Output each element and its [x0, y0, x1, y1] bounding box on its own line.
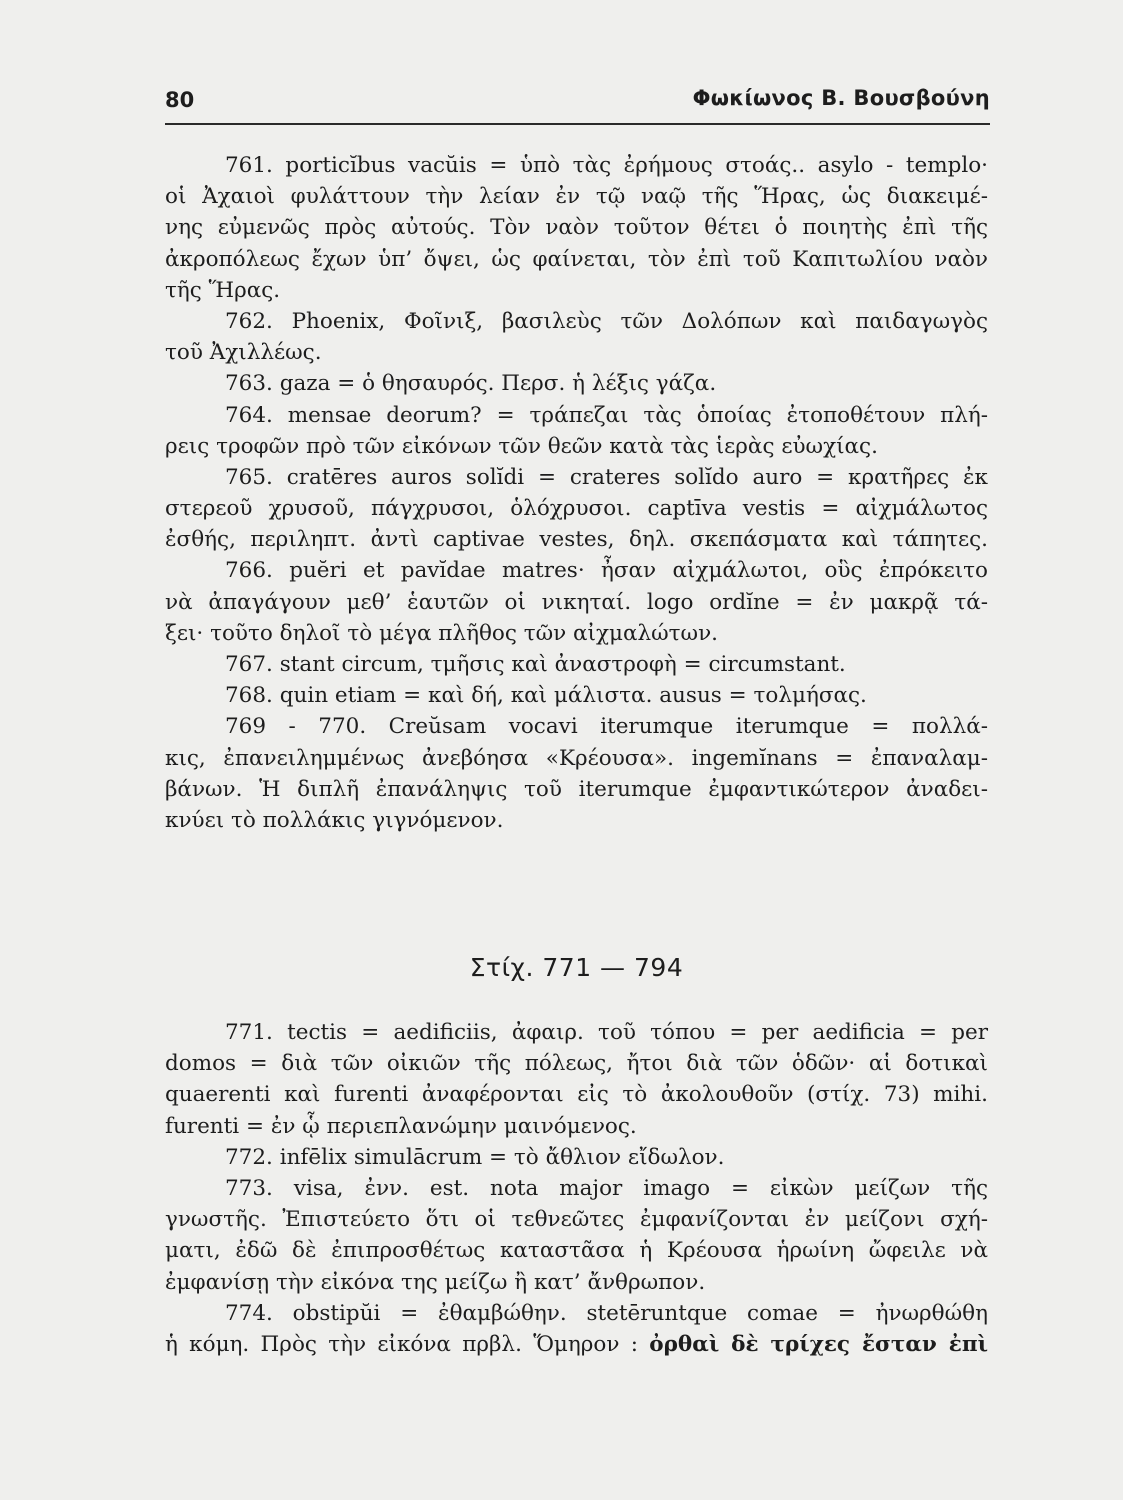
text-line: 766. puĕri et pavĭdae matres· ἦσαν αἰχμάλωτοι, οὓς ἐπρόκειτο [225, 558, 988, 584]
text-line: ἐσθής, περιληπτ. ἀντὶ captivae vestes, δηλ. σκεπάσματα καὶ τάπητες. [165, 527, 988, 553]
text-line: 769 - 770. Creŭsam vocavi iterumque iterumque = πολλά- [225, 714, 988, 740]
text-line: 764. mensae deorum? = τράπεζαι τὰς ὁποίας ἐτοποθέτουν πλή- [225, 402, 988, 428]
text-line: οἱ Ἀχαιοὶ φυλάττουν τὴν λείαν ἐν τῷ ναῷ τῆς Ἥρας, ὡς διακειμέ- [165, 184, 988, 210]
text-line: 773. visa, ἐνν. est. nota major imago = εἰκὼν μείζων τῆς [225, 1175, 988, 1201]
text-line: στερεοῦ χρυσοῦ, πάγχρυσοι, ὁλόχρυσοι. captīva vestis = αἰχμάλωτος [165, 496, 988, 522]
text-line: κνύει τὸ πολλάκις γιγνόμενον. [165, 807, 504, 833]
text-line: κις, ἐπανειλημμένως ἀνεβόησα «Κρέουσα». ingemĭnans = ἐπαναλαμ- [165, 745, 988, 771]
text-line: νης εὐμενῶς πρὸς αὐτούς. Τὸν ναὸν τοῦτον θέτει ὁ ποιητὴς ἐπὶ τῆς [165, 215, 988, 241]
text-line: νὰ ἀπαγάγουν μεθ’ ἑαυτῶν οἱ νικηταί. logo ordĭne = ἐν μακρᾷ τά- [165, 589, 988, 615]
commentary-section-2 [165, 1017, 988, 1360]
text-line: domos = διὰ τῶν οἰκιῶν τῆς πόλεως, ἤτοι διὰ τῶν ὁδῶν· αἱ δοτικαὶ [165, 1051, 988, 1077]
text-line: 771. tectis = aedificiis, ἀφαιρ. τοῦ τόπου = per aedificia = per [225, 1020, 988, 1045]
text-line: 762. Phoenix, Φοῖνιξ, βασιλεὺς τῶν Δολόπων καὶ παιδαγωγὸς [225, 308, 988, 334]
text-line: ξει· τοῦτο δηλοῖ τὸ μέγα πλῆθος τῶν αἰχμαλώτων. [165, 620, 718, 646]
text-line: 763. gaza = ὁ θησαυρός. Περσ. ἡ λέξις γάζα. [225, 371, 717, 397]
page-header [165, 78, 990, 120]
text-line: 772. infēlix simulācrum = τὸ ἄθλιον εἴδωλον. [225, 1144, 725, 1170]
text-line: γνωστῆς. Ἐπιστεύετο ὅτι οἱ τεθνεῶτες ἐμφανίζονται ἐν μείζονι σχή- [165, 1207, 988, 1233]
text-line: τῆς Ἥρας. [165, 277, 281, 303]
running-head: Φωκίωνος Β. Βουσβούνη [692, 86, 990, 110]
text-line: ἡ κόμη. Πρὸς τὴν εἰκόνα πρβλ. Ὅμηρον : [165, 1331, 638, 1357]
text-line: ἐμφανίσῃ τὴν εἰκόνα της μείζω ἢ κατ’ ἄνθρωπον. [165, 1269, 706, 1295]
text-line: 761. porticĭbus vacŭis = ὑπὸ τὰς ἐρήμους στοάς.. asylo - templo· [225, 153, 988, 178]
text-line: βάνων. Ἡ διπλῆ ἐπανάληψις τοῦ iterumque ἐμφαντικώτερον ἀναδει- [165, 776, 988, 802]
text-line: 774. obstipŭi = ἐθαμβώθην. stetēruntque comae = ἠνωρθώθη [225, 1300, 988, 1326]
text-line: 768. quin etiam = καὶ δή, καὶ μάλιστα. ausus = τολμήσας. [225, 683, 867, 709]
homeric-quote: ὀρθαὶ δὲ τρίχες ἔσταν ἐπὶ [649, 1331, 988, 1357]
text-line: 767. stant circum, τμῆσις καὶ ἀναστροφὴ = circumstant. [225, 652, 846, 677]
text-line: quaerenti καὶ furenti ἀναφέρονται εἰς τὸ ἀκολουθοῦν (στίχ. 73) mihi. [165, 1082, 988, 1108]
text-line: τοῦ Ἀχιλλέως. [165, 340, 322, 366]
text-line: ματι, ἐδῶ δὲ ἐπιπροσθέτως καταστᾶσα ἡ Κρέουσα ἡρωίνη ὤφειλε νὰ [165, 1238, 988, 1264]
text-line: ρεις τροφῶν πρὸ τῶν εἰκόνων τῶν θεῶν κατὰ τὰς ἱερὰς εὐωχίας. [165, 433, 878, 459]
text-line: furenti = ἐν ᾧ περιεπλανώμην μαινόμενος. [165, 1113, 637, 1139]
text-line-with-quote [165, 1329, 988, 1360]
text-line: 765. cratēres auros solĭdi = crateres solĭdo auro = κρατῆρες ἐκ [225, 464, 988, 490]
header-rule [165, 123, 990, 125]
commentary-section-1 [165, 150, 988, 836]
section-heading: Στίχ. 771 — 794 [469, 953, 684, 982]
page-number: 80 [165, 88, 195, 112]
text-line: ἀκροπόλεως ἔχων ὑπ’ ὄψει, ὡς φαίνεται, τὸν ἐπὶ τοῦ Καπιτωλίου ναὸν [165, 246, 988, 272]
